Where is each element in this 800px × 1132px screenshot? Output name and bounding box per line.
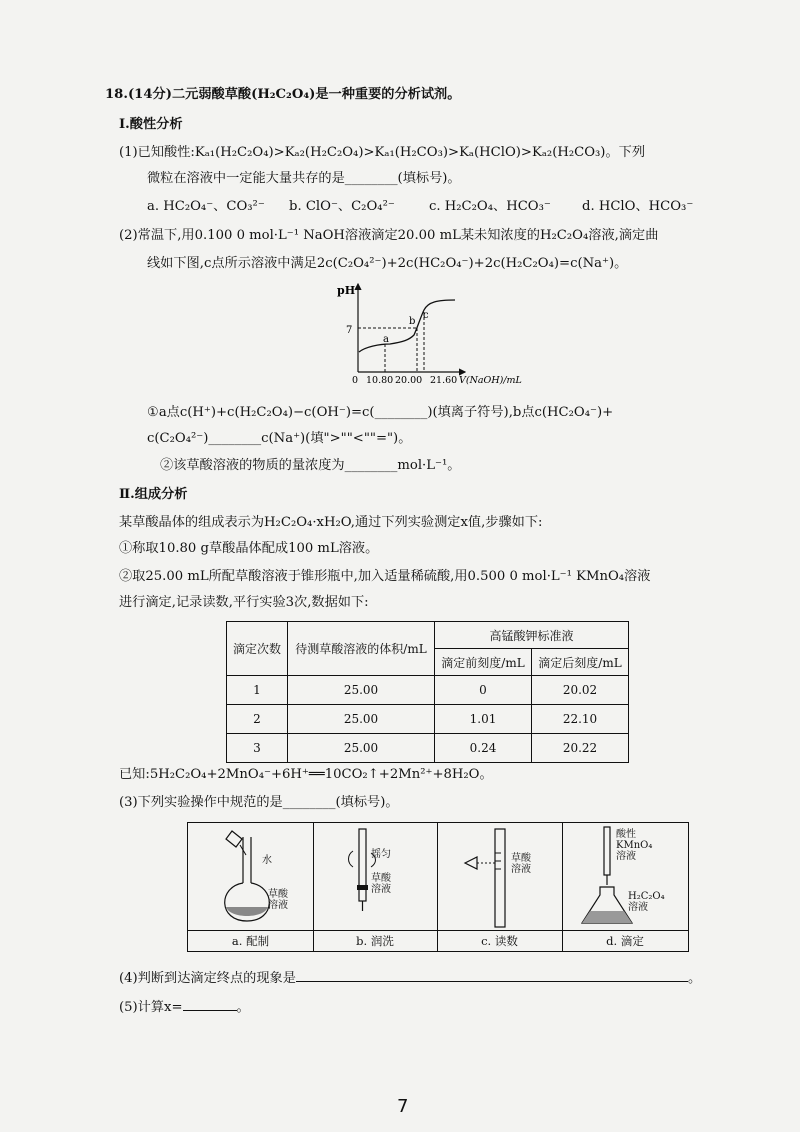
x-tick-10.80: 10.80 (366, 375, 394, 386)
figure-c (437, 823, 563, 951)
q4-answer-blank (296, 967, 688, 982)
point-a-label: a (383, 334, 389, 345)
cell-after: 20.22 (532, 734, 629, 763)
label-acidic-kmno4: 酸性KMnO₄溶液 (616, 829, 653, 862)
page-number: 7 (397, 1096, 409, 1117)
label-oxalic-solution-c: 草酸溶液 (511, 853, 531, 875)
q1-option-d: d. HClO、HCO₃⁻ (582, 199, 694, 214)
header-before: 滴定前刻度/mL (435, 649, 532, 676)
figure-a (188, 823, 314, 951)
step2-line1: ②取25.00 mL所配草酸溶液于锥形瓶中,加入适量稀硫酸,用0.500 0 mol·L⁻¹ KMnO₄溶液 (119, 569, 651, 584)
caption-a: a. 配制 (188, 930, 313, 951)
step1: ①称取10.80 g草酸晶体配成100 mL溶液。 (119, 541, 379, 556)
point-c-label: c (423, 310, 429, 321)
apparatus-figure (187, 822, 689, 952)
part1-heading: Ⅰ.酸性分析 (119, 117, 183, 132)
cell-before: 1.01 (435, 705, 532, 734)
table-row (227, 734, 629, 763)
q1-option-c: c. H₂C₂O₄、HCO₃⁻ (429, 199, 551, 214)
header-volume: 待测草酸溶液的体积/mL (288, 622, 435, 676)
y-axis-label: pH (337, 284, 356, 297)
label-shake: 摇匀 (371, 849, 391, 860)
figure-b (313, 823, 438, 951)
q1-option-b: b. ClO⁻、C₂O₄²⁻ (289, 199, 395, 214)
q3: (3)下列实验操作中规范的是________(填标号)。 (119, 795, 399, 810)
x-axis-label: V(NaOH)/mL (459, 375, 522, 386)
table-row (227, 705, 629, 734)
q2-sub2: ②该草酸溶液的物质的量浓度为________mol·L⁻¹。 (160, 458, 461, 473)
cell-before: 0.24 (435, 734, 532, 763)
y-tick-7: 7 (346, 325, 353, 336)
titration-curve-line (359, 300, 455, 352)
cell-trial: 1 (227, 676, 288, 705)
x-tick-21.60: 21.60 (430, 375, 458, 386)
label-oxalic-solution-a: 草酸溶液 (268, 889, 288, 911)
label-water: 水 (262, 855, 272, 866)
header-after: 滴定后刻度/mL (532, 649, 629, 676)
label-h2c2o4-solution: H₂C₂O₄溶液 (628, 891, 665, 913)
q2-sub1-line1: ①a点c(H⁺)+c(H₂C₂O₄)−c(OH⁻)=c(________)(填离子符号),b点c(HC₂O₄⁻)+ (147, 405, 614, 420)
label-oxalic-solution-b: 草酸溶液 (371, 873, 391, 895)
step2-line2: 进行滴定,记录读数,平行实验3次,数据如下: (119, 595, 369, 610)
x-tick-20.00: 20.00 (395, 375, 423, 386)
titration-data-table (226, 621, 629, 763)
cell-volume: 25.00 (288, 705, 435, 734)
header-kmno4-group: 高锰酸钾标准液 (435, 622, 629, 649)
q2-line2: 线如下图,c点所示溶液中满足2c(C₂O₄²⁻)+2c(HC₂O₄⁻)+2c(H₂C₂O₄)=c(Na⁺)。 (147, 256, 628, 271)
burette-reading-illustration (437, 823, 562, 931)
cell-after: 20.02 (532, 676, 629, 705)
volumetric-flask-illustration (188, 823, 313, 931)
cell-after: 22.10 (532, 705, 629, 734)
caption-d: d. 滴定 (562, 930, 688, 951)
point-b-label: b (409, 316, 416, 327)
table-row (227, 676, 629, 705)
known-reaction: 已知:5H₂C₂O₄+2MnO₄⁻+6H⁺══10CO₂↑+2Mn²⁺+8H₂O。 (119, 767, 493, 782)
part2-heading: Ⅱ.组成分析 (119, 487, 188, 502)
x-tick-0: 0 (352, 375, 359, 386)
q1-line2: 微粒在溶液中一定能大量共存的是________(填标号)。 (147, 171, 461, 186)
titration-curve-chart (335, 280, 545, 390)
caption-b: b. 润洗 (313, 930, 437, 951)
q1-option-a: a. HC₂O₄⁻、CO₃²⁻ (147, 199, 265, 214)
q5-label: (5)计算x= 。 (119, 996, 250, 1017)
q4-label: (4)判断到达滴定终点的现象是 。 (119, 967, 701, 988)
cell-trial: 3 (227, 734, 288, 763)
q2-line1: (2)常温下,用0.100 0 mol·L⁻¹ NaOH溶液滴定20.00 mL某未知浓度的H₂C₂O₄溶液,滴定曲 (119, 228, 659, 243)
caption-c: c. 读数 (437, 930, 562, 951)
figure-d (562, 823, 688, 951)
cell-volume: 25.00 (288, 676, 435, 705)
q2-sub1-line2: c(C₂O₄²⁻)________c(Na⁺)(填">""<""=")。 (147, 431, 412, 446)
q5-answer-blank (183, 996, 237, 1011)
q1-line1: (1)已知酸性:Kₐ₁(H₂C₂O₄)>Kₐ₂(H₂C₂O₄)>Kₐ₁(H₂CO₃)>Kₐ(HClO)>Kₐ₂(H₂CO₃)。下列 (119, 145, 646, 160)
header-trial: 滴定次数 (227, 622, 288, 676)
part2-intro: 某草酸晶体的组成表示为H₂C₂O₄·xH₂O,通过下列实验测定x值,步骤如下: (119, 515, 543, 530)
cell-before: 0 (435, 676, 532, 705)
cell-trial: 2 (227, 705, 288, 734)
question-title: 18.(14分)二元弱酸草酸(H₂C₂O₄)是一种重要的分析试剂。 (105, 87, 461, 102)
cell-volume: 25.00 (288, 734, 435, 763)
